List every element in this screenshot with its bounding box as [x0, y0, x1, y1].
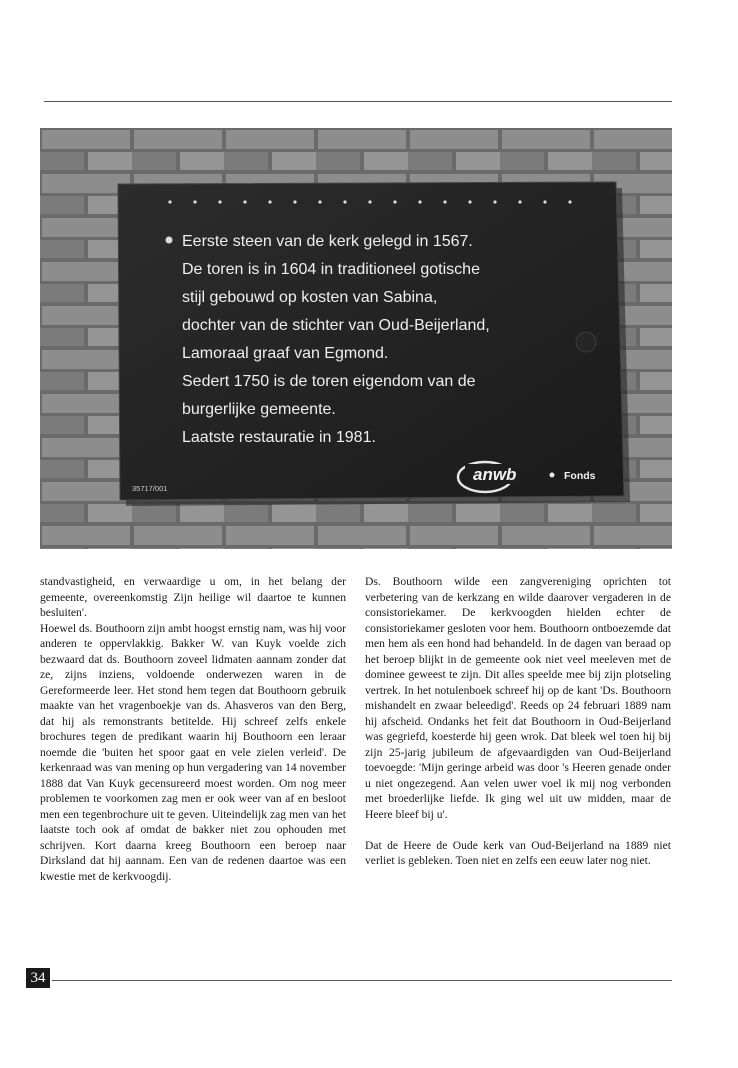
top-rule	[44, 101, 672, 102]
page-number: 34	[26, 968, 50, 988]
plaque-line: burgerlijke gemeente.	[182, 401, 336, 418]
paragraph: Hoewel ds. Bouthoorn zijn ambt hoogst ernstig nam, was hij voor anderen te oppervlakkig. Bakker W. van Kuyk voelde zich bezwaard dat ds. Bouthoorn zoveel lidmaten aannam zonder dat ze, zijns inziens, voldoende onderwezen waren in de Gereformeerde leer. Het stond hem tegen dat Bouthoorn gebruik maakte van het vragenboekje van ds. Ahasveros van den Berg, dat hij als remonstrants betitelde. Hij schreef zelfs enkele brochures tegen de predikant waarin hij Bouthoorn een leraar noemde die 'buiten het spoor gaat en vele zielen verleid'. De kerkenraad was van mening op hun vergadering van 14 november 1888 dat Van Kuyk gecensureerd moest worden. Om nog meer problemen te voorkomen zag men er ook weer van af en besloot men een tegenbrochure uit te geven. Uiteindelijk zag men van het laatste toch ook af omdat de bakker niet zou ophouden met schrijven. Kort daarna kreeg Bouthoorn een beroep naar Dirksland dat hij aannam. Een van de redenen daartoe was een kwestie met de kerkvoogdij.	[40, 621, 346, 883]
plaque-line: Laatste restauratie in 1981.	[182, 429, 376, 446]
left-text-column	[40, 574, 346, 884]
right-text-column	[365, 574, 671, 869]
plaque-line: De toren is in 1604 in traditioneel gotische	[182, 261, 480, 278]
anwb-logo-text: anwb	[473, 465, 517, 484]
paragraph: Ds. Bouthoorn wilde een zangvereniging oprichten tot verbetering van de kerkzang en wilde daarover vergaderen in de consistoriekamer. De kerkvoogden hielden echter de consistoriekamer gesloten voor hem. Bouthoorn ontboezemde dat men hem als een hond had behandeld. In de dagen van beraad op het beroep blijkt in de gemeente ook niet veel meeleven met de dominee geweest te zijn. Dit alles speelde mee bij zijn plotseling vertrek. In het notulenboek schreef hij op de kant 'Ds. Bouthoorn mishandelt en zwaar beleedigd'. Reeds op 24 februari 1889 nam hij afscheid. Ondanks het feit dat Bouthoorn in Oud-Beijerland was gegriefd, koesterde hij geen wrok. Dat bleek wel toen hij bij zijn 25-jarig jubileum de afgevaardigden van Oud-Beijerland toevoegde: 'Mijn geringe arbeid was door 's Heeren genade onder u niet ongezegend. Aan velen uwer voel ik mij nog verbonden met broederlijke liefde. Ik ging wel uit uw midden, maar de Heere bleef bij u'.	[365, 575, 671, 821]
plaque-line: Sedert 1750 is de toren eigendom van de	[182, 373, 476, 390]
plaque-code: 35717/001	[132, 484, 168, 493]
brick-wall-with-plaque	[40, 128, 672, 549]
plaque-line: Eerste steen van de kerk gelegd in 1567.	[182, 233, 473, 250]
plaque-photo	[40, 128, 672, 549]
bottom-rule	[52, 980, 672, 981]
paragraph: standvastigheid, en verwaardige u om, in het belang der gemeente, overeenkomstig Zijn heilige wil daartoe te kunnen besluiten'.	[40, 575, 346, 619]
plaque-line: stijl gebouwd op kosten van Sabina,	[182, 289, 438, 306]
paragraph: Dat de Heere de Oude kerk van Oud-Beijerland na 1889 niet verliet is gebleken. Toen niet en zelfs een eeuw later nog niet.	[365, 838, 671, 867]
paragraph-gap	[365, 822, 671, 838]
plaque-line: Lamoraal graaf van Egmond.	[182, 345, 389, 362]
plaque-line: dochter van de stichter van Oud-Beijerland,	[182, 317, 490, 334]
fonds-label: Fonds	[564, 470, 596, 482]
